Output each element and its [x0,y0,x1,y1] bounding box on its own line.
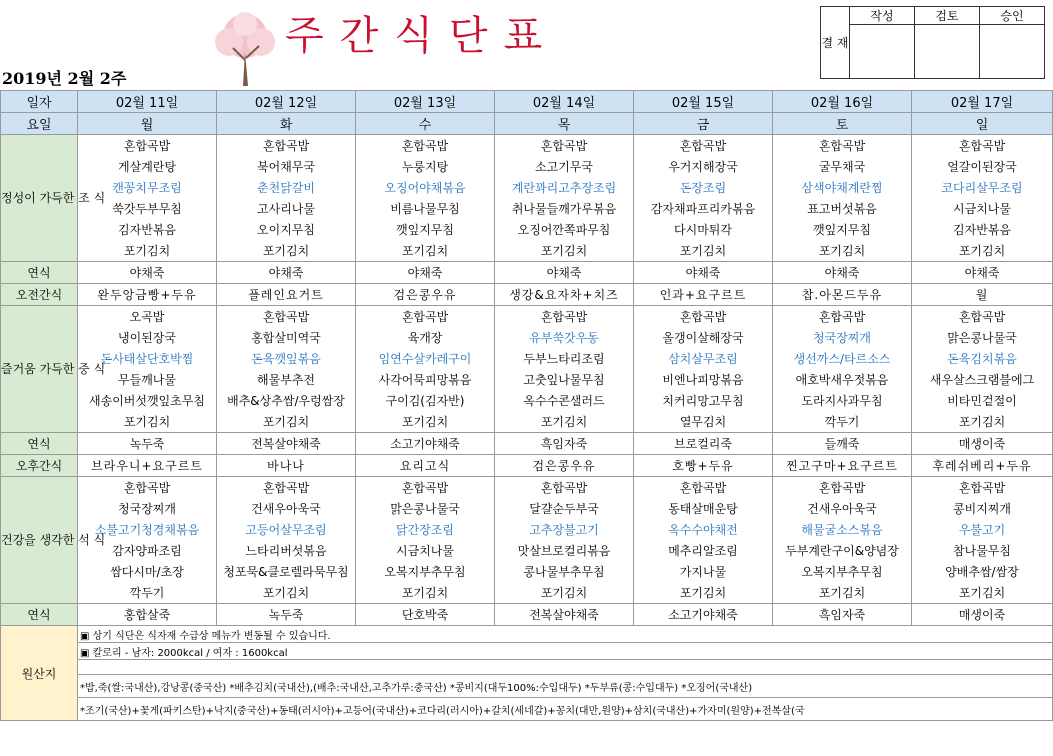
dinner-item: 시금치나물 [356,540,495,561]
snack-pm-label: 오후간식 [1,455,78,477]
breakfast-item: 혼합곡밥 [78,135,217,157]
dinner-item: 맛살브로컬리볶음 [495,540,634,561]
soft1-item: 야채죽 [634,262,773,284]
lunch-item: 포기김치 [912,411,1053,433]
dinner-item: 청국장찌개 [78,498,217,519]
date-row-label: 일자 [1,91,78,113]
snack_pm-item: 바나나 [217,455,356,477]
lunch-item: 배추&상추쌈/우렁쌈장 [217,390,356,411]
breakfast-item: 김자반볶음 [912,219,1053,240]
breakfast-item: 혼합곡밥 [912,135,1053,157]
lunch-item: 혼합곡밥 [495,306,634,328]
snack_am-item: 완두앙금빵+두유 [78,284,217,306]
dinner-item: 두부계란구이&양념장 [773,540,912,561]
lunch-item: 새송이버섯깻잎초무침 [78,390,217,411]
breakfast-item: 감자채파프리카볶음 [634,198,773,219]
page-header [0,0,1052,90]
lunch-item: 포기김치 [495,411,634,433]
dinner-item: 양배추쌈/쌈장 [912,561,1053,582]
dinner-item: 쌈다시마/초장 [78,561,217,582]
breakfast-item: 혼합곡밥 [773,135,912,157]
snack_pm-item: 후레쉬베리+두유 [912,455,1053,477]
dinner-item: 혼합곡밥 [634,477,773,499]
lunch-item: 돈사태살단호박찜 [78,348,217,369]
lunch-item: 옥수수콘샐러드 [495,390,634,411]
approval-box [820,6,1045,79]
lunch-item: 혼합곡밥 [634,306,773,328]
week-title: 2019년 2월 2주 [2,69,127,88]
dinner-item: 건새우아욱국 [217,498,356,519]
breakfast-item: 포기김치 [634,240,773,262]
breakfast-item: 포기김치 [217,240,356,262]
soft2-item: 흑임자죽 [495,433,634,455]
soft3-item: 소고기야채죽 [634,604,773,626]
snack_am-item: 검은콩우유 [356,284,495,306]
breakfast-item: 다시마튀각 [634,219,773,240]
lunch-item: 혼합곡밥 [912,306,1053,328]
breakfast-item: 게살계란탕 [78,156,217,177]
dinner-item: 우불고기 [912,519,1053,540]
date-cell: 02월 17일 [912,91,1053,113]
breakfast-item: 오징어깐쪽파무침 [495,219,634,240]
lunch-item: 유부쑥갓우동 [495,327,634,348]
soft3-item: 매생이죽 [912,604,1053,626]
date-cell: 02월 14일 [495,91,634,113]
snack_am-item: 플레인요거트 [217,284,356,306]
soft2-item: 매생이죽 [912,433,1053,455]
breakfast-item: 우거지해장국 [634,156,773,177]
origin-line1: *밥,죽(쌀:국내산),강낭콩(중국산) *배추김치(국내산),(배추:국내산,고추가루:중국산) *콩비지(대두100%:수입대두) *두부류(콩:수입대두) *오징어(국내산) [78,675,1053,698]
dinner-item: 혼합곡밥 [912,477,1053,499]
dinner-item: 혼합곡밥 [78,477,217,499]
dinner-item: 포기김치 [912,582,1053,604]
breakfast-item: 포기김치 [495,240,634,262]
dinner-item: 콩나물부추무침 [495,561,634,582]
day-cell: 목 [495,113,634,135]
lunch-item: 올갱이살해장국 [634,327,773,348]
lunch-item: 비타민겉절이 [912,390,1053,411]
day-cell: 금 [634,113,773,135]
lunch-item: 고춧잎나물무침 [495,369,634,390]
lunch-item: 해물부추전 [217,369,356,390]
dinner-item: 옥수수야채전 [634,519,773,540]
lunch-item: 청국장찌개 [773,327,912,348]
soft2-item: 들깨죽 [773,433,912,455]
breakfast-item: 포기김치 [78,240,217,262]
snack-am-label: 오전간식 [1,284,78,306]
dinner-item: 포기김치 [217,582,356,604]
breakfast-item: 표고버섯볶음 [773,198,912,219]
breakfast-item: 포기김치 [773,240,912,262]
dinner-item: 혼합곡밥 [773,477,912,499]
date-cell: 02월 12일 [217,91,356,113]
breakfast-item: 얼갈이된장국 [912,156,1053,177]
snack_pm-item: 브라우니+요구르트 [78,455,217,477]
dinner-item: 달걀순두부국 [495,498,634,519]
approval-sign-author[interactable] [850,25,915,79]
lunch-item: 맑은콩나물국 [912,327,1053,348]
breakfast-item: 깻잎지무침 [356,219,495,240]
approval-sign-approve[interactable] [980,25,1045,79]
snack_am-item: 생강&요자차+치즈 [495,284,634,306]
soft-diet-label-2: 연식 [1,433,78,455]
lunch-item: 무들깨나물 [78,369,217,390]
soft1-item: 야채죽 [356,262,495,284]
dinner-item: 맑은콩나물국 [356,498,495,519]
soft3-item: 전복살야채죽 [495,604,634,626]
lunch-item: 생선까스/타르소스 [773,348,912,369]
date-cell: 02월 13일 [356,91,495,113]
day-cell: 토 [773,113,912,135]
breakfast-item: 혼합곡밥 [495,135,634,157]
dinner-item: 깍두기 [78,582,217,604]
day-cell: 일 [912,113,1053,135]
origin-notice2: ▣ 칼로리 - 남자: 2000kcal / 여자 : 1600kcal [78,643,1053,660]
dinner-label: 건강을 생각한 석 식 [1,477,78,604]
breakfast-item: 계란꽈리고추장조림 [495,177,634,198]
approval-sign-review[interactable] [915,25,980,79]
lunch-item: 열무김치 [634,411,773,433]
lunch-item: 혼합곡밥 [217,306,356,328]
dinner-item: 고추장불고기 [495,519,634,540]
dinner-item: 메추리알조림 [634,540,773,561]
date-cell: 02월 11일 [78,91,217,113]
breakfast-item: 춘천닭갈비 [217,177,356,198]
breakfast-item: 시금치나물 [912,198,1053,219]
lunch-label: 즐거움 가득한 중 식 [1,306,78,433]
day-cell: 월 [78,113,217,135]
soft1-item: 야채죽 [773,262,912,284]
lunch-item: 포기김치 [78,411,217,433]
cherry-blossom-tree-icon [205,8,285,88]
soft3-item: 단호박죽 [356,604,495,626]
dinner-item: 청포묵&클로렐라묵무침 [217,561,356,582]
lunch-item: 돈육깻잎볶음 [217,348,356,369]
lunch-item: 육개장 [356,327,495,348]
lunch-item: 임연수살카레구이 [356,348,495,369]
breakfast-label: 정성이 가득한 조 식 [1,135,78,262]
soft2-item: 소고기야채죽 [356,433,495,455]
soft1-item: 야채죽 [217,262,356,284]
soft-diet-label-3: 연식 [1,604,78,626]
dinner-item: 소불고기청경채볶음 [78,519,217,540]
dinner-item: 혼합곡밥 [495,477,634,499]
origin-line2: *조기(국산)+꽃게(파키스탄)+낙지(중국산)+동태(러시아)+고등어(국내산)+코다리(러시아)+갈치(세네갈)+꽁치(대만,원양)+삼치(국내산)+가자미(원양)+전복살(국 [78,698,1053,721]
lunch-item: 혼합곡밥 [356,306,495,328]
day-row-label: 요일 [1,113,78,135]
lunch-item: 두부느타리조림 [495,348,634,369]
breakfast-item: 오이지무침 [217,219,356,240]
snack_pm-item: 요리고식 [356,455,495,477]
dinner-item: 참나물무침 [912,540,1053,561]
snack_pm-item: 찐고구마+요구르트 [773,455,912,477]
origin-notice1: ▣ 상기 식단은 식자재 수급상 메뉴가 변동될 수 있습니다. [78,626,1053,643]
lunch-item: 삼치살무조림 [634,348,773,369]
lunch-item: 비엔나피망볶음 [634,369,773,390]
dinner-item: 포기김치 [356,582,495,604]
breakfast-item: 고사리나물 [217,198,356,219]
day-cell: 화 [217,113,356,135]
lunch-item: 포기김치 [217,411,356,433]
breakfast-item: 돈장조림 [634,177,773,198]
snack_am-item: 인과+요구르트 [634,284,773,306]
soft2-item: 전복살야채죽 [217,433,356,455]
dinner-item: 콩비지찌개 [912,498,1053,519]
page-title: 주간식단표 [285,13,559,59]
soft2-item: 녹두죽 [78,433,217,455]
soft1-item: 야채죽 [495,262,634,284]
dinner-item: 동태살매운탕 [634,498,773,519]
breakfast-item: 누룽지탕 [356,156,495,177]
soft1-item: 야채죽 [78,262,217,284]
breakfast-item: 굴무채국 [773,156,912,177]
lunch-item: 혼합곡밥 [773,306,912,328]
lunch-item: 깍두기 [773,411,912,433]
snack_am-item: 월 [912,284,1053,306]
breakfast-item: 혼합곡밥 [356,135,495,157]
origin-label: 원산지 [1,626,78,721]
soft2-item: 브로컬리죽 [634,433,773,455]
day-cell: 수 [356,113,495,135]
dinner-item: 닭간장조림 [356,519,495,540]
date-cell: 02월 15일 [634,91,773,113]
lunch-item: 홍합살미역국 [217,327,356,348]
breakfast-item: 삼색야채계란찜 [773,177,912,198]
soft3-item: 흑임자죽 [773,604,912,626]
lunch-item: 돈육김치볶음 [912,348,1053,369]
dinner-item: 가지나물 [634,561,773,582]
soft3-item: 녹두죽 [217,604,356,626]
dinner-item: 건새우아욱국 [773,498,912,519]
soft1-item: 야채죽 [912,262,1053,284]
origin-blank [78,660,1053,675]
breakfast-item: 혼합곡밥 [634,135,773,157]
breakfast-item: 포기김치 [912,240,1053,262]
breakfast-item: 캔꽁치무조림 [78,177,217,198]
snack_am-item: 찹.아몬드두유 [773,284,912,306]
breakfast-item: 쑥갓두부무침 [78,198,217,219]
lunch-item: 도라지사과무침 [773,390,912,411]
dinner-item: 포기김치 [773,582,912,604]
breakfast-item: 포기김치 [356,240,495,262]
approval-col-author: 작성 [850,7,915,25]
breakfast-item: 북어채무국 [217,156,356,177]
lunch-item: 오곡밥 [78,306,217,328]
soft3-item: 홍합살죽 [78,604,217,626]
approval-side-label: 결 재 [821,7,850,79]
breakfast-item: 깻잎지무침 [773,219,912,240]
date-cell: 02월 16일 [773,91,912,113]
dinner-item: 고등어살무조림 [217,519,356,540]
breakfast-item: 비름나물무침 [356,198,495,219]
snack_pm-item: 호빵+두유 [634,455,773,477]
weekly-menu-table [0,90,1053,721]
approval-col-approve: 승인 [980,7,1045,25]
lunch-item: 새우살스크램블에그 [912,369,1053,390]
breakfast-item: 오징어야채볶음 [356,177,495,198]
dinner-item: 오복지부추무침 [773,561,912,582]
soft-diet-label-1: 연식 [1,262,78,284]
breakfast-item: 김자반볶음 [78,219,217,240]
lunch-item: 치커리망고무침 [634,390,773,411]
approval-col-review: 검토 [915,7,980,25]
breakfast-item: 혼합곡밥 [217,135,356,157]
lunch-item: 구이김(김자반) [356,390,495,411]
breakfast-item: 코다리살무조림 [912,177,1053,198]
dinner-item: 포기김치 [495,582,634,604]
dinner-item: 혼합곡밥 [356,477,495,499]
dinner-item: 포기김치 [634,582,773,604]
lunch-item: 포기김치 [356,411,495,433]
dinner-item: 오복지부추무침 [356,561,495,582]
lunch-item: 냉이된장국 [78,327,217,348]
dinner-item: 해물굴소스볶음 [773,519,912,540]
lunch-item: 사각어묵피망볶음 [356,369,495,390]
breakfast-item: 소고기무국 [495,156,634,177]
lunch-item: 애호박새우젓볶음 [773,369,912,390]
dinner-item: 혼합곡밥 [217,477,356,499]
dinner-item: 느타리버섯볶음 [217,540,356,561]
dinner-item: 감자양파조림 [78,540,217,561]
breakfast-item: 취나물들깨가루볶음 [495,198,634,219]
snack_pm-item: 검은콩우유 [495,455,634,477]
